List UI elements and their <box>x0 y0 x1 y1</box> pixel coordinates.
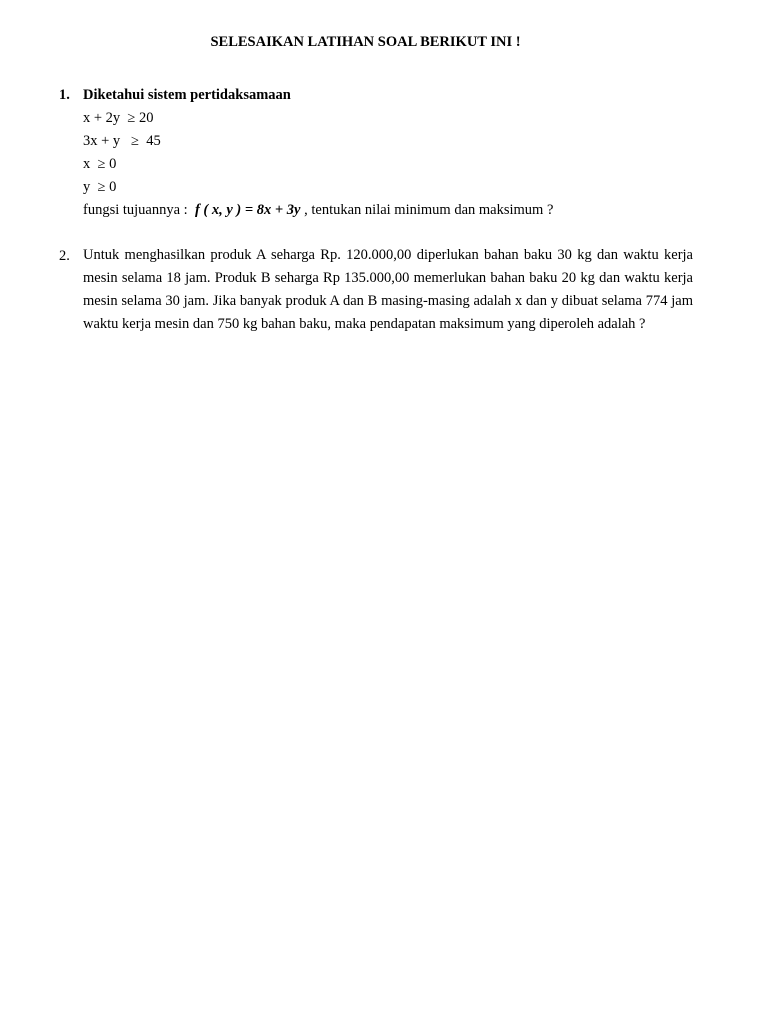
question-2-number: 2. <box>59 248 70 264</box>
objective-suffix: , tentukan nilai minimum dan maksimum ? <box>300 202 554 218</box>
question-1-heading: Diketahui sistem pertidaksamaan <box>83 87 291 103</box>
objective-function: f ( x, y ) = 8x + 3y <box>194 202 301 218</box>
question-1-number: 1. <box>59 87 70 103</box>
constraint-3: x ≥ 0 <box>83 156 117 172</box>
constraint-4: y ≥ 0 <box>83 179 117 195</box>
constraint-1: x + 2y ≥ 20 <box>83 110 154 126</box>
objective-prefix: fungsi tujuannya : <box>83 202 195 218</box>
question-2-text: Untuk menghasilkan produk A seharga Rp. 120.000,00 diperlukan bahan baku 30 kg dan waktu kerja mesin selama 18 jam. Produk B seharga Rp 135.000,00 memerlukan bahan baku 20 kg dan waktu kerja mesin selama 30 jam. Jika banyak produk A dan B masing-masing adalah x dan y dibuat selama 774 jam waktu kerja mesin dan 750 kg bahan baku, maka pendapatan maksimum yang diperoleh adalah ? <box>83 247 693 332</box>
objective-line <box>83 201 553 219</box>
page-title: SELESAIKAN LATIHAN SOAL BERIKUT INI ! <box>210 34 521 50</box>
constraint-2: 3x + y ≥ 45 <box>83 133 161 149</box>
